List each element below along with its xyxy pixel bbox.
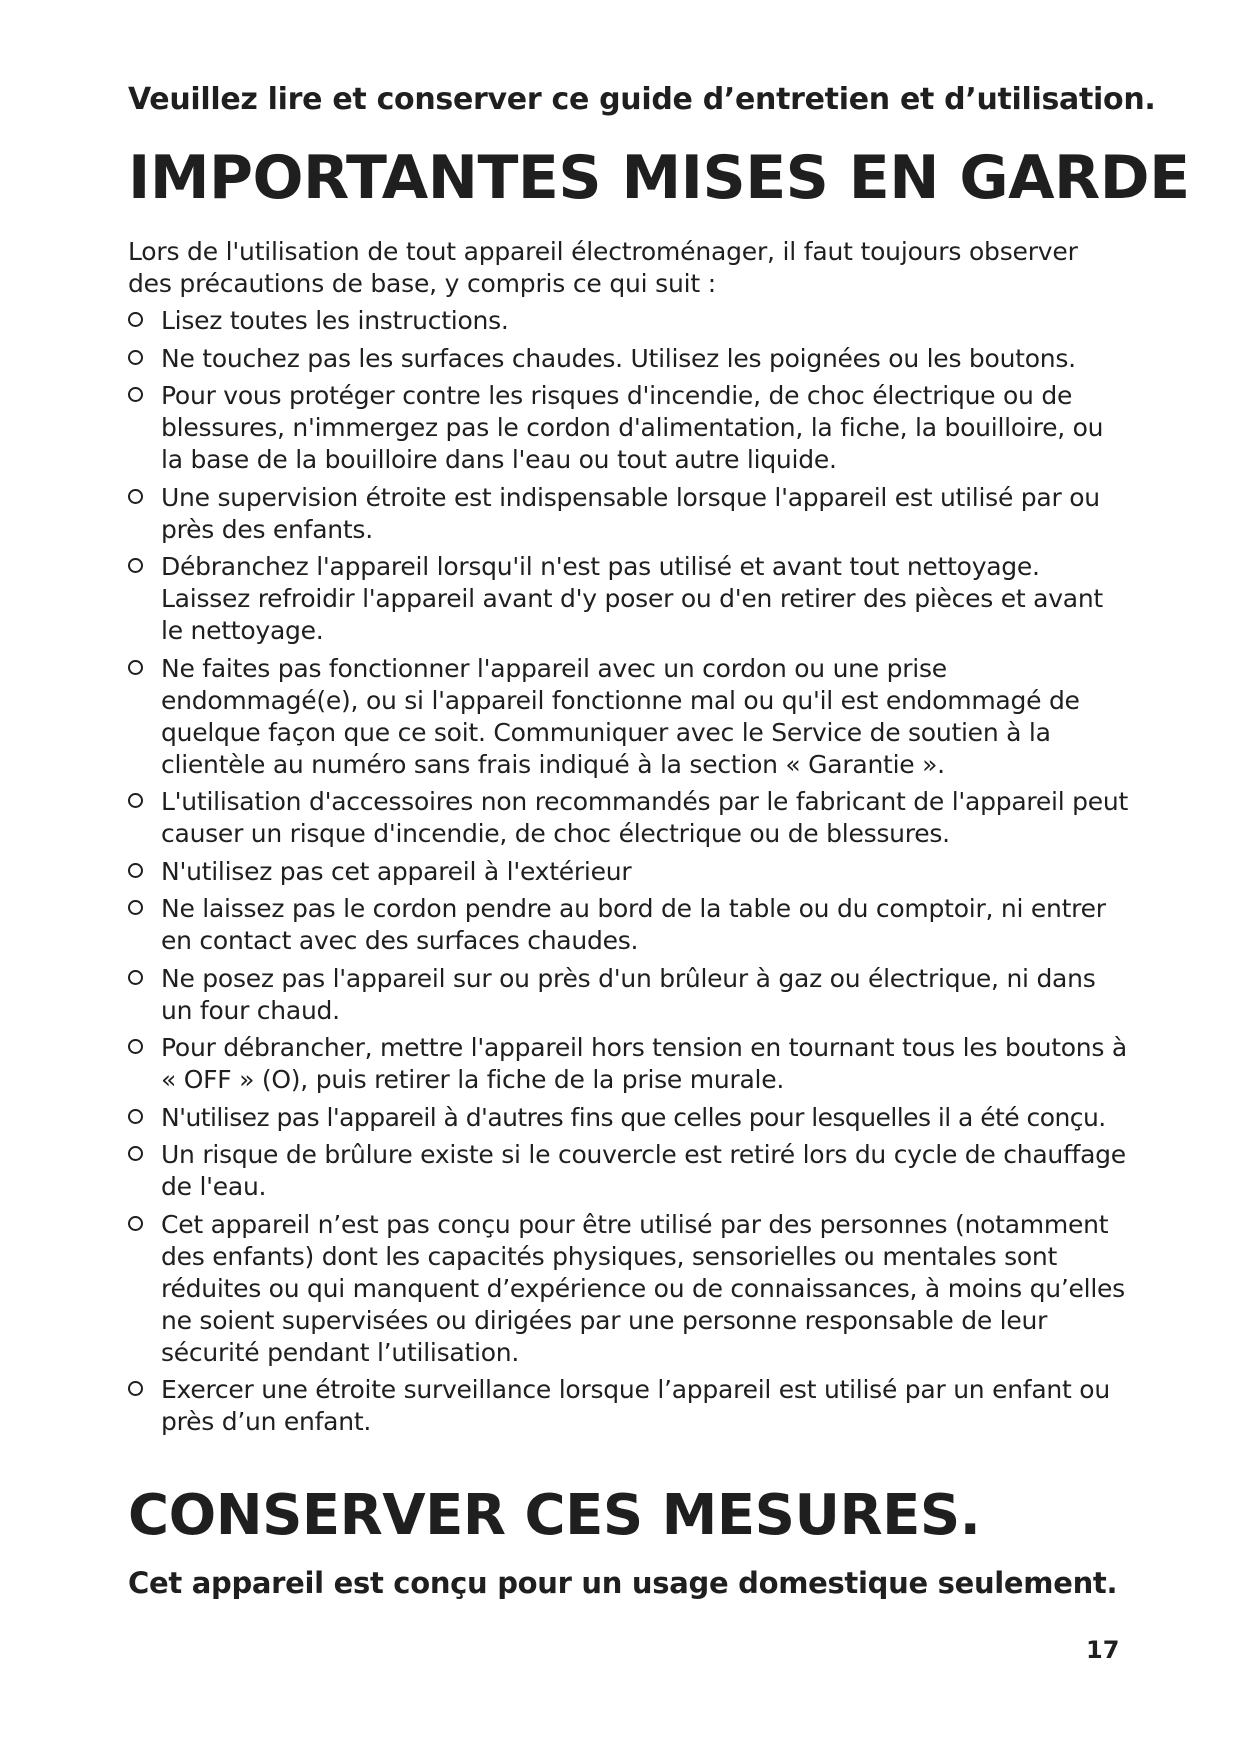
warning-item — [128, 343, 1128, 375]
warning-item — [128, 1139, 1128, 1203]
warning-text: Lisez toutes les instructions. — [161, 306, 509, 335]
hollow-circle-icon — [128, 350, 143, 365]
warning-text: L'utilisation d'accessoires non recommandés par le fabricant de l'appareil peut causer un risque d'incendie, de choc électrique ou de blessures. — [161, 787, 1128, 848]
warning-item — [128, 856, 1128, 888]
hollow-circle-icon — [128, 863, 143, 878]
warning-item — [128, 1102, 1128, 1134]
warning-text: Ne faites pas fonctionner l'appareil avec un cordon ou une prise endommagé(e), ou si l'appareil fonctionne mal ou qu'il est endommagé de quelque façon que ce soit. Communiquer avec le Service de soutien à la clientèle au numéro sans frais indiqué à la section « Garantie ». — [161, 653, 1080, 779]
hollow-circle-icon — [128, 1109, 143, 1124]
warning-text: Cet appareil n’est pas conçu pour être utilisé par des personnes (notamment des enfants) dont les capacités physiques, sensorielles ou mentales sont réduites ou qui manquent d’expérience ou de connaissances, à moins qu’elles ne soient supervisées ou dirigées par une personne responsable de leur sécurité pendant l’utilisation. — [161, 1209, 1125, 1367]
main-title: IMPORTANTES MISES EN GARDE — [128, 143, 1190, 213]
footer-note: Cet appareil est conçu pour un usage domestique seulement. — [128, 1566, 1118, 1600]
hollow-circle-icon — [128, 793, 143, 808]
warning-item — [128, 653, 1128, 781]
hollow-circle-icon — [128, 970, 143, 985]
warning-text: Une supervision étroite est indispensable lorsque l'appareil est utilisé par ou près des enfants. — [161, 482, 1100, 544]
hollow-circle-icon — [128, 312, 143, 327]
warning-item — [128, 1209, 1128, 1369]
footer-title: CONSERVER CES MESURES. — [128, 1483, 981, 1548]
page-number: 17 — [1086, 1636, 1120, 1664]
hollow-circle-icon — [128, 558, 143, 573]
warning-text: Un risque de brûlure existe si le couvercle est retiré lors du cycle de chauffage de l'eau. — [161, 1140, 1126, 1201]
hollow-circle-icon — [128, 660, 143, 675]
manual-page — [128, 0, 1190, 1754]
hollow-circle-icon — [128, 1146, 143, 1161]
hollow-circle-icon — [128, 1039, 143, 1054]
warning-item — [128, 893, 1128, 957]
warning-item — [128, 963, 1128, 1027]
hollow-circle-icon — [128, 1216, 143, 1231]
intro-text: Lors de l'utilisation de tout appareil électroménager, il faut toujours observer des précautions de base, y compris ce qui suit : — [128, 237, 1078, 298]
warning-item — [128, 305, 1128, 337]
intro-heading: Veuillez lire et conserver ce guide d’entretien et d’utilisation. — [128, 82, 1156, 117]
warning-text: Ne touchez pas les surfaces chaudes. Utilisez les poignées ou les boutons. — [161, 343, 1076, 373]
warning-text: Débranchez l'appareil lorsqu'il n'est pas utilisé et avant tout nettoyage. Laissez refroidir l'appareil avant d'y poser ou d'en retirer des pièces et avant le nettoyage. — [161, 552, 1103, 645]
warning-item — [128, 551, 1128, 647]
warning-text: Ne laissez pas le cordon pendre au bord de la table ou du comptoir, ni entrer en contact avec des surfaces chaudes. — [161, 894, 1106, 955]
warning-text: Pour vous protéger contre les risques d'incendie, de choc électrique ou de blessures, n'immergez pas le cordon d'alimentation, la fiche, la bouilloire, ou la base de la bouilloire dans l'eau ou tout autre liquide. — [161, 381, 1104, 474]
warning-item — [128, 380, 1128, 476]
hollow-circle-icon — [128, 387, 143, 402]
warning-text: N'utilisez pas l'appareil à d'autres fins que celles pour lesquelles il a été conçu. — [161, 1102, 1106, 1132]
hollow-circle-icon — [128, 489, 143, 504]
hollow-circle-icon — [128, 900, 143, 915]
warnings-list — [128, 305, 1128, 1444]
warning-item — [128, 1374, 1128, 1438]
warning-item — [128, 786, 1128, 850]
warning-text: Ne posez pas l'appareil sur ou près d'un brûleur à gaz ou électrique, ni dans un four chaud. — [161, 963, 1096, 1025]
hollow-circle-icon — [128, 1381, 143, 1396]
warning-text: N'utilisez pas cet appareil à l'extérieur — [161, 856, 632, 886]
warning-item — [128, 482, 1128, 546]
warning-text: Exercer une étroite surveillance lorsque l’appareil est utilisé par un enfant ou près d’un enfant. — [161, 1375, 1110, 1436]
warning-text: Pour débrancher, mettre l'appareil hors tension en tournant tous les boutons à « OFF » (O), puis retirer la fiche de la prise murale. — [161, 1033, 1127, 1094]
warning-item — [128, 1032, 1128, 1096]
